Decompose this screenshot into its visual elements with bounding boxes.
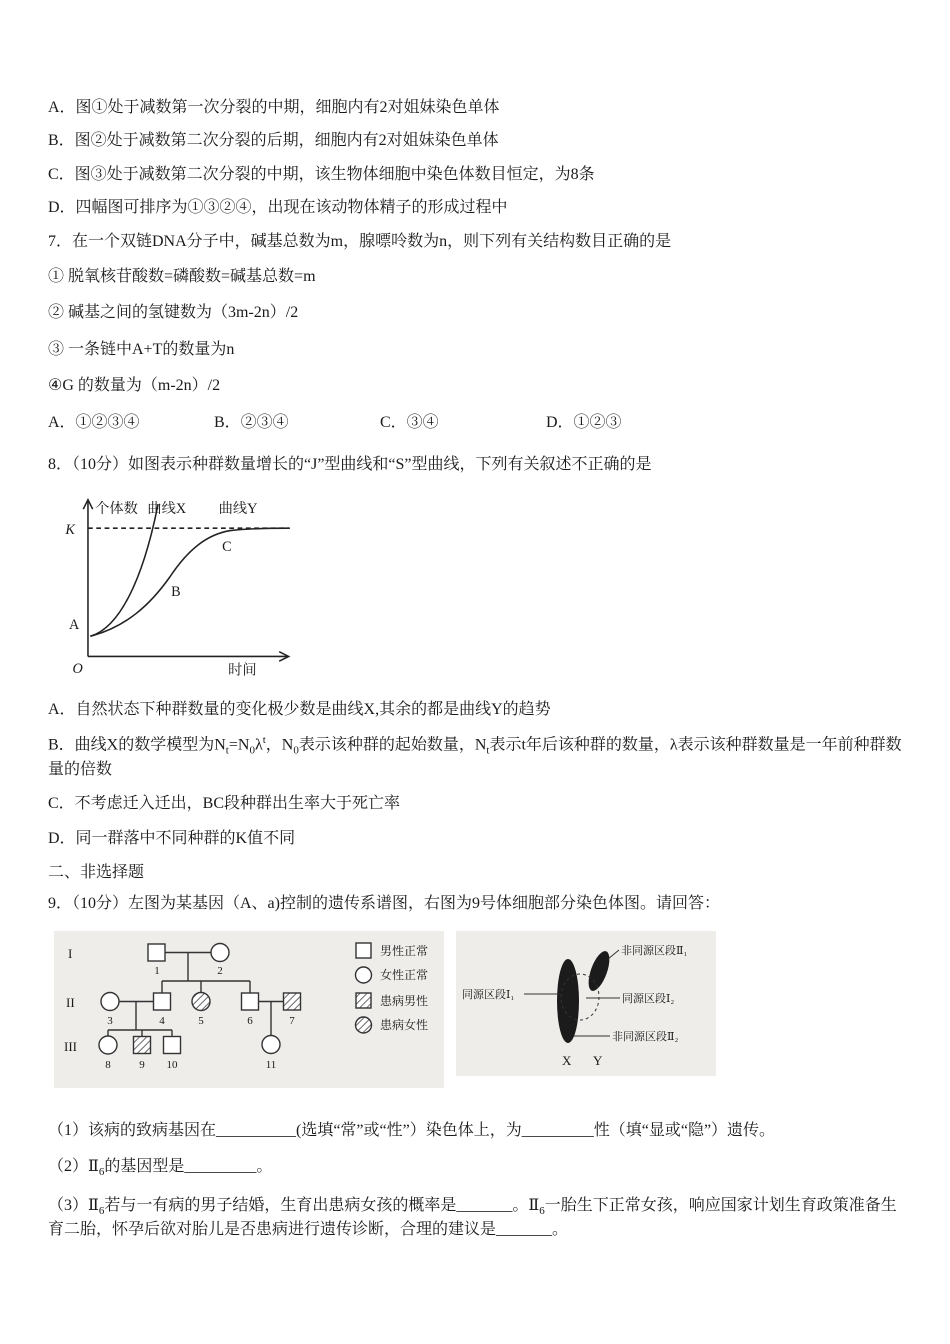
q8-option-b-text: ，N xyxy=(265,736,294,754)
xy-chromosome-figure xyxy=(456,931,716,1076)
q8-option-b-text: λ xyxy=(254,736,263,754)
legend-affected-male-symbol xyxy=(356,993,371,1008)
pedigree-II3-normal-female xyxy=(101,992,119,1010)
pedigree-II7-affected-male xyxy=(284,993,301,1010)
q9-sub3-text: 若与一有病的男子结婚，生育出患病女孩的概率是_______。Ⅱ xyxy=(104,1196,540,1214)
q9-sub2 xyxy=(48,1156,902,1181)
x-chromosome-label: X xyxy=(562,1052,572,1068)
individual-number: 1 xyxy=(154,964,160,977)
q7-choice-b: B．②③④ xyxy=(214,413,289,431)
pedigree-II5-affected-female xyxy=(192,992,210,1010)
pedigree-II4-normal-male xyxy=(154,993,171,1010)
individual-number: 9 xyxy=(139,1058,145,1071)
a-label: A xyxy=(68,617,80,634)
curve-y-label: 曲线Y xyxy=(218,501,258,518)
legend-normal-female-label: 女性正常 xyxy=(380,967,429,982)
q8-option-b-text: B．曲线X的数学模型为N xyxy=(48,736,226,754)
individual-number: 7 xyxy=(289,1014,295,1027)
q8-graph-figure xyxy=(50,489,902,686)
individual-number: 2 xyxy=(217,964,223,977)
homologous-segment-I1-label: 同源区段Ⅰ₁ xyxy=(462,988,515,1001)
q9-sub1: （1）该病的致病基因在__________(选填“常”或“性”）染色体上，为_________性（填“显或“隐”）遗传。 xyxy=(48,1121,776,1139)
q7-item-1: ① 脱氧核苷酸数=磷酸数=碱基总数=m xyxy=(48,267,316,285)
c-label: C xyxy=(222,539,232,556)
subscript-6: 6 xyxy=(98,1205,105,1218)
graph-ylabel: 个体数 xyxy=(95,501,138,518)
pedigree-I2-normal-female xyxy=(211,943,229,961)
q8-option-c: C．不考虑迁入迁出，BC段种群出生率大于死亡率 xyxy=(48,795,401,813)
subscript-6: 6 xyxy=(98,1166,105,1179)
q9-sub2-text: 的基因型是_________。 xyxy=(104,1158,273,1176)
generation-2-label: II xyxy=(66,994,75,1010)
q8-option-b xyxy=(48,733,902,781)
individual-number: 4 xyxy=(159,1014,165,1027)
individual-number: 10 xyxy=(166,1058,178,1071)
q8-option-b-text: =N xyxy=(228,736,250,754)
pedigree-III11-normal-female xyxy=(262,1035,280,1053)
q8-option-d: D．同一群落中不同种群的K值不同 xyxy=(48,829,296,847)
q8-option-a: A．自然状态下种群数量的变化极少数是曲线X,其余的都是曲线Y的趋势 xyxy=(48,700,551,718)
generation-3-label: III xyxy=(64,1038,77,1054)
legend-normal-female-symbol xyxy=(356,967,372,983)
q7-stem: 7．在一个双链DNA分子中，碱基总数为m，腺嘌呤数为n，则下列有关结构数目正确的是 xyxy=(48,232,672,250)
subscript-t: t xyxy=(225,744,229,757)
q7-item-4: ④G 的数量为（m-2n）/2 xyxy=(48,377,221,395)
legend-normal-male-label: 男性正常 xyxy=(380,943,429,958)
y-chromosome-label: Y xyxy=(593,1052,603,1068)
q8-option-b-text: 表示该种群的起始数量，N xyxy=(298,736,487,754)
q9-sub3-text: （3）Ⅱ xyxy=(48,1196,99,1214)
curve-x-line xyxy=(90,505,158,637)
section2-title: 二、非选择题 xyxy=(48,864,145,882)
q9-sub3 xyxy=(48,1195,902,1242)
q7-choices xyxy=(48,412,902,434)
pedigree-II6-normal-male xyxy=(242,993,259,1010)
pedigree-III9-affected-male xyxy=(134,1036,151,1053)
population-curve-graph xyxy=(50,489,310,679)
pedigree-I1-normal-male xyxy=(148,944,165,961)
homologous-segment-I2-label: 同源区段Ⅰ₂ xyxy=(622,992,675,1005)
q9-sub3-text: 一胎生下正常女孩，响应国家计划生育政策准备生育二胎，怀孕后欲对胎儿是否患病进行遗传诊断，合理的建议是_______。 xyxy=(48,1196,897,1239)
q6-option-b: B．图②处于减数第二次分裂的后期，细胞内有2对姐妹染色单体 xyxy=(48,132,499,150)
curve-x-label: 曲线X xyxy=(147,501,187,518)
o-label: O xyxy=(72,661,83,678)
q7-item-3: ③ 一条链中A+T的数量为n xyxy=(48,340,235,358)
non-homologous-segment-II1-label: 非同源区段Ⅱ₁ xyxy=(621,944,688,957)
legend-affected-male-label: 患病男性 xyxy=(380,993,429,1008)
b-label: B xyxy=(171,584,181,601)
q6-option-c: C．图③处于减数第二次分裂的中期，该生物体细胞中染色体数目恒定，为8条 xyxy=(48,165,595,183)
non-homologous-segment-II2-label: 非同源区段Ⅱ₂ xyxy=(612,1030,679,1043)
question6-options xyxy=(48,97,902,220)
q8-option-b-text: 表示t年后该种群的数量，λ表示该种群数量是一年前种群数量的倍数 xyxy=(48,736,902,778)
q9-figures xyxy=(54,931,902,1088)
curve-y-line xyxy=(90,528,288,636)
individual-number: 11 xyxy=(265,1058,277,1071)
q7-choice-a: A．①②③④ xyxy=(48,413,140,431)
individual-number: 8 xyxy=(105,1058,111,1071)
q6-option-d: D．四幅图可排序为①③②④，出现在该动物体精子的形成过程中 xyxy=(48,199,508,217)
individual-number: 3 xyxy=(107,1014,113,1027)
x-chromosome-shape xyxy=(557,959,579,1043)
graph-xlabel: 时间 xyxy=(228,662,257,679)
pedigree-figure xyxy=(54,931,444,1088)
subscript-0: 0 xyxy=(293,744,299,757)
graph-axes-and-curves xyxy=(83,500,290,662)
individual-number: 6 xyxy=(247,1014,253,1027)
q6-option-a: A．图①处于减数第一次分裂的中期，细胞内有2对姐妹染色单体 xyxy=(48,99,500,116)
legend-affected-female-symbol xyxy=(356,1017,372,1033)
q9-sub2-text: （2）Ⅱ xyxy=(48,1158,99,1176)
q7-item-2: ② 碱基之间的氢键数为（3m-2n）/2 xyxy=(48,304,299,322)
subscript-0: 0 xyxy=(249,744,255,757)
subscript-6: 6 xyxy=(539,1205,545,1218)
legend-affected-female-label: 患病女性 xyxy=(380,1017,429,1032)
subscript-t: t xyxy=(486,744,490,757)
q8-options xyxy=(48,699,902,850)
k-label: K xyxy=(65,522,75,539)
q7-choice-d: D．①②③ xyxy=(546,413,622,431)
q8-stem: 8．（10分）如图表示种群数量增长的“J”型曲线和“S”型曲线，下列有关叙述不正确的是 xyxy=(48,455,652,473)
q7-choice-c: C．③④ xyxy=(380,413,439,431)
legend-normal-male-symbol xyxy=(356,943,371,958)
pedigree-III8-normal-female xyxy=(99,1036,117,1054)
generation-1-label: I xyxy=(68,945,73,961)
q9-stem: 9．（10分）左图为某基因（A、a)控制的遗传系谱图，右图为9号体细胞部分染色体图。请回答： xyxy=(48,894,720,912)
individual-number: 5 xyxy=(198,1014,204,1027)
superscript-t: t xyxy=(262,734,266,747)
pedigree-III10-normal-male xyxy=(164,1036,181,1053)
